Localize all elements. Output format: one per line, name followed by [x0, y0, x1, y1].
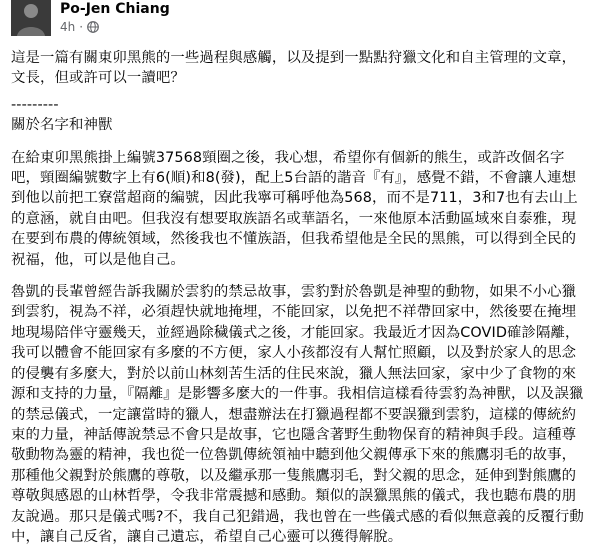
header-text — [60, 1, 170, 35]
post-body — [11, 48, 584, 547]
post-meta — [60, 19, 170, 35]
section-title: 關於名字和神獸 — [11, 117, 113, 134]
post-paragraph-1: 在給東卯黑熊掛上編號37568頸圈之後，我心想，希望你有個新的熊生，或許改個名字吧，頸圈編號數字上有6(順)和8(發)，配上5台語的諧音『有』，感覺不錯，不會讓人連想到他以前把工寮當超商的編號，因此我寧可稱呼他為568，而不是711，3和7也有去山上的意涵，就自由吧。但我沒有想要取族語名或華語名，一來他原本活動區域來自泰雅，現在要到布農的傳統領域，然後我也不懂族語，但我希望他是全民的黑熊，可以得到全民的祝福，他，可以是他自己。 — [11, 149, 578, 268]
post-divider: --------- — [11, 96, 59, 113]
author-avatar[interactable] — [11, 0, 51, 36]
post-time[interactable]: 4h — [60, 20, 76, 34]
globe-icon[interactable] — [87, 21, 99, 33]
author-name[interactable]: Po-Jen Chiang — [60, 1, 170, 17]
avatar-photo-icon — [11, 0, 51, 36]
post-paragraph-2: 魯凱的長輩曾經告訴我關於雲豹的禁忌故事，雲豹對於魯凱是神聖的動物，如果不小心獵到雲豹，視為不祥，必須趕快就地掩埋，不能回家，以免把不祥帶回家中，然後要在掩埋地現場陪伴守靈幾天，並經過除穢儀式之後，才能回家。我最近才因為COVID確診隔離，我可以體會不能回家有多麼的不方便，家人小孩都沒有人幫忙照顧，以及對於家人的思念的侵襲有多麼大，對於以前山林刻苦生活的住民來說，獵人無法回家，家中少了食物的來源和支持的力量，『隔離』是影響多麼大的一件事。我相信這樣看待雲豹為神獸，以及誤獵的禁忌儀式，一定讓當時的獵人，想盡辦法在打獵過程都不要誤獵到雲豹，這樣的傳統約束的力量，神話傳說禁忌不會只是故事，它也隱含著野生動物保育的精神與手段。這種尊敬動物為靈的精神，我也從一位魯凱傳統領袖中聽到他父親傳承下來的熊鷹羽毛的故事，那種他父親對於熊鷹的尊敬，以及繼承那一隻熊鷹羽毛，對父親的思念，延伸到對熊鷹的尊敬與感恩的山林哲學，令我非常震撼和感動。類似的誤獵黑熊的儀式，我也聽布農的朋友說過。那只是儀式嗎?不，我自己犯錯過，我也曾在一些儀式感的看似無意義的反覆行動中，讓自己反省，讓自己遺忘，希望自己心靈可以獲得解脫。 — [11, 284, 584, 545]
post-header — [11, 0, 584, 48]
meta-separator: · — [79, 20, 84, 34]
post-intro: 這是一篇有關東卯黑熊的一些過程與感觸，以及提到一點點狩獵文化和自主管理的文章，文長，但或許可以一讀吧？ — [11, 50, 577, 87]
